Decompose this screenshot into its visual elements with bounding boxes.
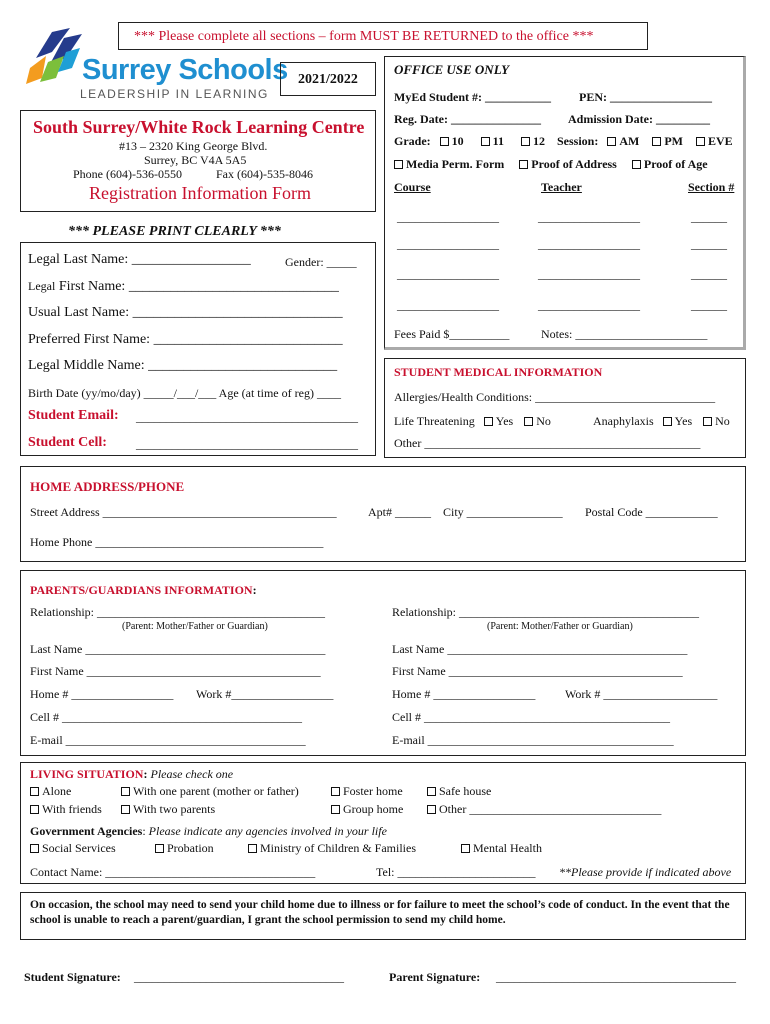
pen-field[interactable]: PEN: _________________ — [579, 90, 712, 104]
student-email-label: Student Email: — [28, 408, 119, 423]
course-line[interactable]: _________________ — [397, 267, 499, 281]
living-option[interactable] — [30, 802, 102, 817]
parents-title — [30, 583, 257, 598]
living-checkbox[interactable] — [331, 805, 340, 814]
teacher-line[interactable]: _________________ — [538, 237, 640, 251]
grade-row — [394, 134, 545, 149]
section-line[interactable]: ______ — [691, 298, 727, 312]
ana-yes-checkbox[interactable] — [663, 417, 672, 426]
legal-first-rest: First Name: ______________________________ — [55, 279, 339, 294]
session-pm-label: PM — [664, 134, 683, 148]
ana-yes-label: Yes — [674, 414, 693, 428]
gender-field[interactable]: Gender: _____ — [285, 255, 357, 269]
life-no-checkbox[interactable] — [524, 417, 533, 426]
admission-date-field[interactable]: Admission Date: _________ — [568, 112, 711, 126]
school-name: South Surrey/White Rock Learning Centre — [33, 117, 365, 137]
school-fax: Fax (604)-535-8046 — [216, 167, 313, 181]
life-no-label: No — [536, 414, 551, 428]
parent-signature-field[interactable]: ________________________________________ — [496, 970, 736, 984]
life-threatening-label: Life Threatening — [394, 414, 475, 428]
session-am-label: AM — [619, 134, 640, 148]
living-checkbox[interactable] — [427, 805, 436, 814]
media-form-label: Media Perm. Form — [406, 157, 505, 171]
last-name-field-2[interactable]: Last Name ________________________________________ — [392, 642, 688, 656]
section-line[interactable]: ______ — [691, 267, 727, 281]
living-option[interactable] — [121, 802, 215, 817]
grade-12-checkbox[interactable] — [521, 137, 530, 146]
provide-note: **Please provide if indicated above — [559, 865, 732, 879]
proof-address-checkbox[interactable] — [519, 160, 528, 169]
agency-label: Ministry of Children & Families — [260, 841, 416, 855]
living-option-label: Alone — [42, 784, 72, 798]
preferred-first-name-field[interactable]: Preferred First Name: ___________________________ — [28, 332, 343, 347]
last-name-field-1[interactable]: Last Name ________________________________________ — [30, 642, 326, 656]
home-phone-field-1[interactable]: Home # _________________ — [30, 687, 174, 701]
grade-12-label: 12 — [533, 134, 545, 148]
agency-checkbox[interactable] — [30, 844, 39, 853]
living-option[interactable] — [30, 784, 71, 799]
agency-option[interactable] — [30, 841, 116, 856]
living-checkbox[interactable] — [30, 805, 39, 814]
myed-field[interactable]: MyEd Student #: ___________ — [394, 90, 552, 104]
living-situation-colon: : — [143, 767, 151, 781]
school-year: 2021/2022 — [298, 72, 358, 87]
parent-signature-label: Parent Signature: — [389, 970, 481, 984]
course-line[interactable]: _________________ — [397, 237, 499, 251]
anaphylaxis-row — [593, 414, 730, 429]
email-field-1[interactable]: E-mail ________________________________________ — [30, 733, 306, 747]
agency-label: Social Services — [42, 841, 116, 855]
grade-10-checkbox[interactable] — [440, 137, 449, 146]
agency-option[interactable] — [155, 841, 214, 856]
birth-date-field[interactable]: Birth Date (yy/mo/day) _____/___/___ Age (at time of reg) ____ — [28, 386, 341, 400]
teacher-line[interactable]: _________________ — [538, 267, 640, 281]
email-field-2[interactable]: E-mail _________________________________________ — [392, 733, 674, 747]
life-yes-label: Yes — [495, 414, 514, 428]
relationship-field-1[interactable]: Relationship: ______________________________________ — [30, 605, 325, 619]
gov-agencies-heading — [30, 824, 387, 839]
work-phone-field-1[interactable]: Work #_________________ — [196, 687, 334, 701]
session-pm-checkbox[interactable] — [652, 137, 661, 146]
first-name-field-2[interactable]: First Name _______________________________________ — [392, 664, 683, 678]
session-am-checkbox[interactable] — [607, 137, 616, 146]
relationship-hint-1: (Parent: Mother/Father or Guardian) — [122, 621, 268, 632]
living-option[interactable] — [331, 802, 403, 817]
gov-agencies-hint: Please indicate any agencies involved in your life — [148, 824, 387, 838]
contact-tel-field[interactable]: Tel: _______________________ — [376, 865, 536, 879]
living-option-label: Foster home — [343, 784, 403, 798]
parents-title-colon: : — [252, 583, 257, 597]
living-situation-hint: Please check one — [150, 767, 234, 781]
office-use-title: OFFICE USE ONLY — [394, 62, 510, 77]
living-checkbox[interactable] — [331, 787, 340, 796]
allergies-field[interactable]: Allergies/Health Conditions: ______________________________ — [394, 390, 716, 404]
living-option-label: Group home — [343, 802, 404, 816]
section-line[interactable]: ______ — [691, 237, 727, 251]
work-phone-field-2[interactable]: Work # ___________________ — [565, 687, 718, 701]
living-option[interactable] — [331, 784, 403, 799]
logo-name: Surrey Schools — [82, 54, 288, 86]
parents-title-text: PARENTS/GUARDIANS INFORMATION — [30, 583, 253, 597]
living-situation-heading — [30, 767, 233, 782]
course-line[interactable]: _________________ — [397, 298, 499, 312]
cell-field-1[interactable]: Cell # ________________________________________ — [30, 710, 302, 724]
agency-checkbox[interactable] — [248, 844, 257, 853]
living-option-label: With one parent (mother or father) — [133, 784, 299, 798]
consent-text: On occasion, the school may need to send your child home due to illness or for failure to meet the school’s code of conduct. In the event that the school is unable to reach a parent/guardian, I grant the school permission to send my child home. — [30, 899, 730, 926]
student-email-field[interactable]: _____________________________________ — [136, 410, 358, 424]
session-eve-checkbox[interactable] — [696, 137, 705, 146]
agency-checkbox[interactable] — [155, 844, 164, 853]
student-signature-field[interactable]: ___________________________________ — [134, 970, 344, 984]
session-row — [557, 134, 733, 149]
agency-option[interactable] — [248, 841, 416, 856]
street-address-field[interactable]: Street Address _______________________________________ — [30, 505, 337, 519]
living-checkbox[interactable] — [30, 787, 39, 796]
home-phone-field-2[interactable]: Home # _________________ — [392, 687, 536, 701]
notes-field[interactable]: Notes: ______________________ — [541, 327, 708, 341]
city-field[interactable]: City ________________ — [443, 505, 563, 519]
teacher-line[interactable]: _________________ — [538, 298, 640, 312]
grade-11-checkbox[interactable] — [481, 137, 490, 146]
agency-label: Mental Health — [473, 841, 542, 855]
living-option-label: With friends — [42, 802, 102, 816]
living-option[interactable] — [427, 784, 491, 799]
school-address2: Surrey, BC V4A 5A5 — [144, 153, 247, 167]
legal-first-prefix: Legal — [28, 279, 56, 293]
cell-field-2[interactable]: Cell # _________________________________________ — [392, 710, 670, 724]
fees-paid-field[interactable]: Fees Paid $__________ — [394, 327, 510, 341]
relationship-field-2[interactable]: Relationship: ________________________________________ — [392, 605, 699, 619]
ana-no-checkbox[interactable] — [703, 417, 712, 426]
living-checkbox[interactable] — [121, 787, 130, 796]
anaphylaxis-label: Anaphylaxis — [593, 414, 654, 428]
living-option-label: With two parents — [133, 802, 216, 816]
media-form-checkbox[interactable] — [394, 160, 403, 169]
gov-agencies-label: Government Agencies — [30, 824, 143, 838]
life-yes-checkbox[interactable] — [484, 417, 493, 426]
grade-10-label: 10 — [451, 134, 464, 148]
first-name-field-1[interactable]: First Name _______________________________________ — [30, 664, 321, 678]
school-address1: #13 – 2320 King George Blvd. — [119, 139, 268, 153]
session-eve-label: EVE — [708, 134, 733, 148]
postal-code-field[interactable]: Postal Code ____________ — [585, 505, 718, 519]
proof-age-label: Proof of Age — [643, 157, 708, 171]
living-option[interactable] — [121, 784, 299, 799]
agency-label: Probation — [167, 841, 214, 855]
surrey-schools-logo — [22, 28, 288, 106]
top-notice: *** Please complete all sections – form MUST BE RETURNED to the office *** — [134, 29, 594, 44]
apt-field[interactable]: Apt# ______ — [368, 505, 431, 519]
student-signature-label: Student Signature: — [24, 970, 121, 984]
living-situation-title: LIVING SITUATION — [30, 767, 144, 781]
logo-tagline: LEADERSHIP IN LEARNING — [80, 87, 269, 101]
agency-option[interactable] — [461, 841, 542, 856]
living-checkbox[interactable] — [121, 805, 130, 814]
grade-11-label: 11 — [492, 134, 504, 148]
home-phone-field[interactable]: Home Phone ______________________________________ — [30, 535, 324, 549]
living-option-label: Safe house — [439, 784, 492, 798]
teacher-column-header: Teacher — [541, 180, 582, 194]
student-cell-field[interactable]: _____________________________________ — [136, 437, 358, 451]
form-title: Registration Information Form — [89, 183, 311, 203]
other-medical-field[interactable]: Other ______________________________________________ — [394, 436, 701, 450]
living-checkbox[interactable] — [427, 787, 436, 796]
section-line[interactable]: ______ — [691, 210, 727, 224]
proof-address-label: Proof of Address — [531, 157, 617, 171]
medical-title: STUDENT MEDICAL INFORMATION — [394, 365, 603, 379]
course-line[interactable]: _________________ — [397, 210, 499, 224]
course-column-header: Course — [394, 180, 431, 194]
print-clearly-note: *** PLEASE PRINT CLEARLY *** — [68, 224, 281, 239]
session-label: Session: — [557, 134, 599, 148]
home-address-title: HOME ADDRESS/PHONE — [30, 479, 185, 494]
reg-date-field[interactable]: Reg. Date: _______________ — [394, 112, 541, 126]
legal-middle-name-field[interactable]: Legal Middle Name: ___________________________ — [28, 358, 338, 373]
legal-last-name-field[interactable]: Legal Last Name: _________________ — [28, 252, 251, 267]
usual-last-name-field[interactable]: Usual Last Name: ______________________________ — [28, 305, 343, 320]
school-phone: Phone (604)-536-0550 — [73, 167, 182, 181]
ana-no-label: No — [715, 414, 730, 428]
living-option[interactable] — [427, 802, 661, 817]
section-column-header: Section # — [688, 180, 735, 194]
living-option-label: Other ________________________________ — [439, 802, 662, 816]
life-threatening-row — [394, 414, 551, 429]
proof-age-checkbox[interactable] — [632, 160, 641, 169]
agency-checkbox[interactable] — [461, 844, 470, 853]
legal-first-name-field[interactable] — [28, 279, 339, 295]
contact-name-field[interactable]: Contact Name: ___________________________________ — [30, 865, 316, 879]
teacher-line[interactable]: _________________ — [538, 210, 640, 224]
documents-row — [394, 157, 708, 172]
gov-agencies-colon: : — [142, 824, 149, 838]
relationship-hint-2: (Parent: Mother/Father or Guardian) — [487, 621, 633, 632]
student-cell-label: Student Cell: — [28, 435, 107, 450]
grade-label: Grade: — [394, 134, 431, 148]
